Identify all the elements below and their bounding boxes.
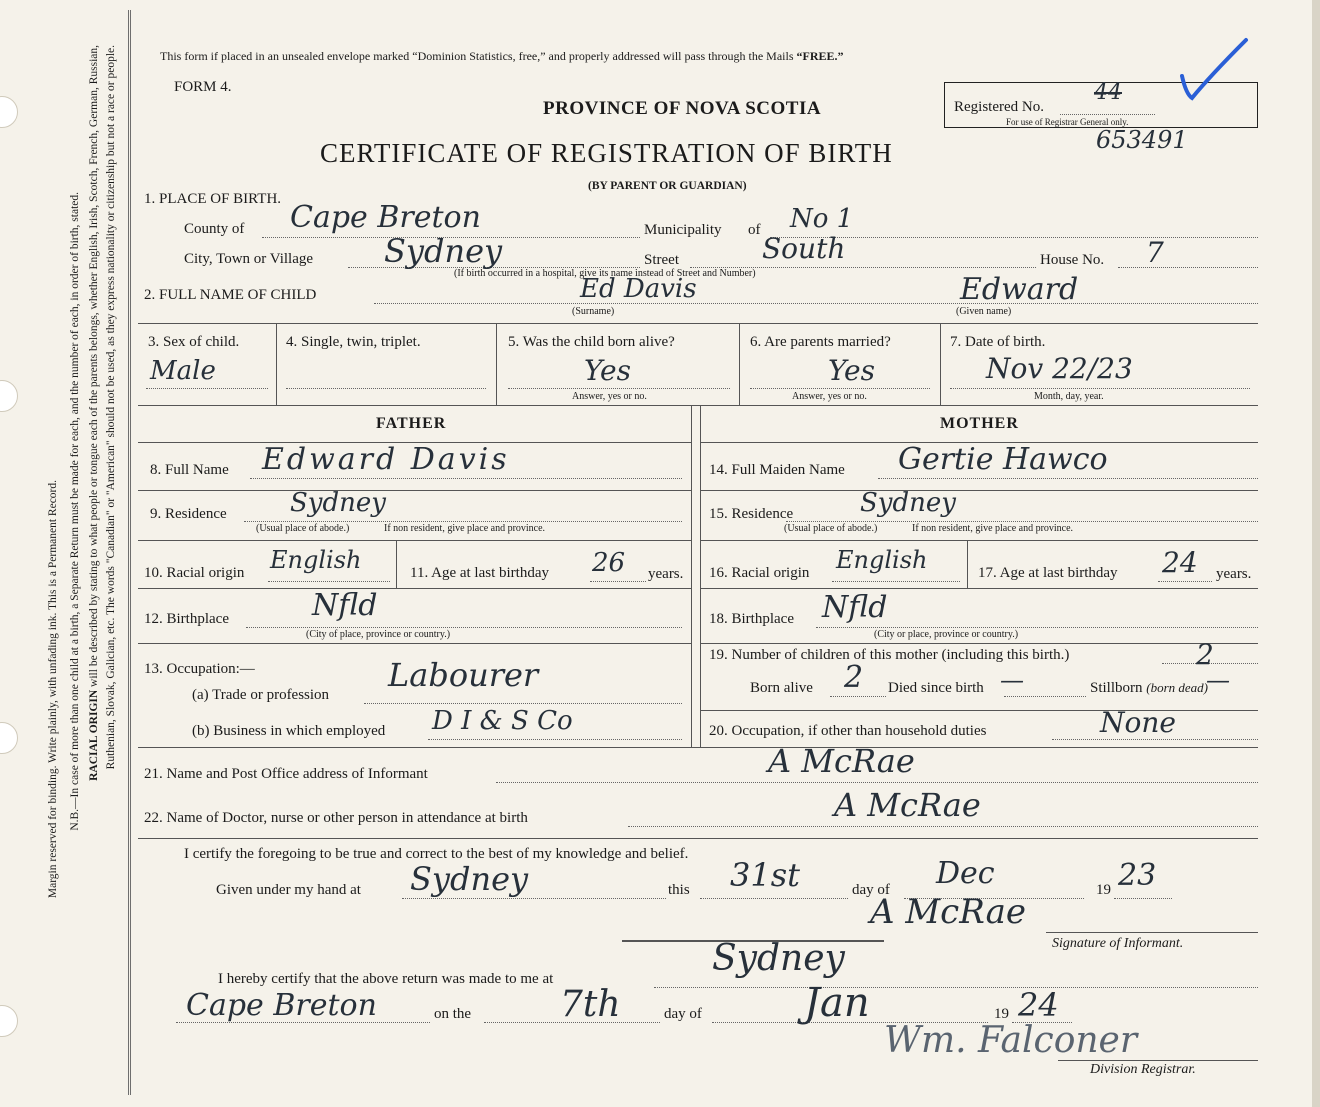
mother-name-line [878, 478, 1258, 479]
father-name-line [250, 478, 682, 479]
father-age-value: 26 [592, 548, 626, 578]
mother-name-value: Gertie Hawco [898, 442, 1108, 477]
registrar-year-value: 24 [1018, 986, 1059, 1024]
street-value: South [762, 232, 846, 265]
registrar-signature: Wm. Falconer [884, 1020, 1138, 1061]
form-number: FORM 4. [174, 79, 232, 95]
father-birthplace-label: 12. Birthplace [144, 611, 229, 627]
registrar-county-value: Cape Breton [186, 988, 377, 1023]
dob-caption: Month, day, year. [1034, 391, 1104, 402]
registrar-day-value: 7th [560, 984, 621, 1025]
day-of-label: day of [852, 882, 890, 898]
city-value: Sydney [384, 232, 503, 270]
rule [700, 588, 1258, 589]
father-racial-origin-label: 10. Racial origin [144, 565, 245, 581]
reg-day-of-label: day of [664, 1006, 702, 1022]
certificate-subtitle: (BY PARENT OR GUARDIAN) [588, 180, 747, 192]
parents-married-value: Yes [828, 354, 875, 387]
mother-occupation-label: 20. Occupation, if other than household duties [709, 723, 987, 739]
house-number-label: House No. [1040, 252, 1105, 268]
doctor-value: A McRae [834, 786, 981, 824]
house-number-line [1118, 267, 1258, 268]
given-under-label: Given under my hand at [216, 882, 361, 898]
parents-married-question: 6. Are parents married? [750, 334, 891, 350]
father-residence-note-b: If non resident, give place and province. [384, 523, 546, 534]
children-count-label: 19. Number of children of this mother (including this birth.) [709, 647, 1070, 663]
died-since-birth-value: — [1000, 666, 1024, 694]
given-place-value: Sydney [410, 860, 529, 898]
mother-residence-value: Sydney [860, 488, 956, 518]
day-line [700, 898, 848, 899]
year-line [1114, 898, 1172, 899]
father-age-line [590, 581, 646, 582]
father-racial-origin-value: English [270, 546, 362, 574]
registrar-place-line [654, 987, 1258, 988]
dob-line [950, 388, 1250, 389]
municipality-label: Municipality [644, 222, 722, 238]
registered-label: Registered No. [954, 99, 1044, 115]
married-caption: Answer, yes or no. [792, 391, 867, 402]
margin-note-1: Margin reserved for binding. Write plainly, with unfading ink. This is a Permanent Record. [47, 480, 59, 899]
reg-year-prefix: 19 [994, 1006, 1009, 1022]
registrar-statement: I hereby certify that the above return was made to me at [218, 971, 554, 987]
registration-number-handwritten: 653491 [1096, 126, 1188, 154]
mother-residence-note-b: If non resident, give place and province. [912, 523, 1074, 534]
informant-signature: A McRae [870, 892, 1026, 932]
rule [700, 490, 1258, 491]
died-line [1004, 696, 1086, 697]
rule [700, 643, 1258, 644]
signature-line [1046, 932, 1258, 933]
died-since-birth-label: Died since birth [888, 680, 984, 696]
parents-divider [691, 405, 692, 747]
registered-value: 44 [1094, 80, 1122, 105]
page-edge [1312, 0, 1320, 1107]
given-place-line [402, 898, 666, 899]
mother-years-label: years. [1216, 566, 1252, 582]
rule [496, 323, 497, 405]
stillborn-value: — [1206, 666, 1230, 694]
father-years-label: years. [648, 566, 684, 582]
stillborn-label: Stillborn (born dead) [1090, 680, 1209, 696]
mother-name-label: 14. Full Maiden Name [709, 462, 845, 478]
alive-caption: Answer, yes or no. [572, 391, 647, 402]
born-alive-line [830, 696, 886, 697]
surname-caption: (Surname) [572, 306, 615, 317]
county-label: County of [184, 221, 245, 237]
birth-plurality-label: 4. Single, twin, triplet. [286, 334, 421, 350]
binding-margin-line [128, 10, 131, 1095]
doctor-line [628, 826, 1258, 827]
sex-line [146, 388, 268, 389]
father-heading: FATHER [376, 415, 447, 432]
certificate-title: CERTIFICATE OF REGISTRATION OF BIRTH [320, 138, 893, 168]
mother-racial-line [832, 581, 960, 582]
mother-racial-origin-label: 16. Racial origin [709, 565, 810, 581]
father-residence-label: 9. Residence [150, 506, 227, 522]
doctor-label: 22. Name of Doctor, nurse or other person in attendance at birth [144, 810, 528, 826]
mother-birthplace-value: Nfld [822, 590, 888, 625]
trade-value: Labourer [388, 656, 539, 694]
born-alive-label: Born alive [750, 680, 813, 696]
rule [940, 323, 941, 405]
rule [138, 643, 691, 644]
child-name-line [374, 303, 1258, 304]
municipality-value: No 1 [790, 204, 854, 234]
rule [700, 540, 1258, 541]
year-prefix: 19 [1096, 882, 1111, 898]
father-residence-note-a: (Usual place of abode.) [256, 523, 350, 534]
business-label: (b) Business in which employed [192, 723, 386, 739]
father-age-label: 11. Age at last birthday [410, 565, 549, 581]
on-the-label: on the [434, 1006, 472, 1022]
mother-residence-line [786, 521, 1258, 522]
rule [396, 540, 397, 588]
registrar-place-value: Sydney [712, 938, 845, 979]
registrar-month-value: Jan [804, 980, 870, 1026]
father-name-label: 8. Full Name [150, 462, 229, 478]
rule [138, 747, 1258, 748]
margin-note-3: RACIAL ORIGIN will be described by stating to what people or tongue each of the parents belongs, whether English, Irish, Scotch, French, German, Russian, [88, 45, 100, 781]
father-birthplace-value: Nfld [312, 588, 378, 623]
date-of-birth-value: Nov 22/23 [986, 352, 1133, 385]
rule [138, 490, 691, 491]
mother-birthplace-note: (City or place, province or country.) [874, 629, 1019, 640]
margin-note-2: N.B.—In case of more than one child at a birth, a Separate Return must be made for each, and the number of each, in order of birth, stated. [69, 192, 81, 831]
father-name-value: Edward Davis [262, 442, 510, 477]
alive-line [508, 388, 730, 389]
rule [138, 540, 691, 541]
father-birthplace-note: (City of place, province or country.) [306, 629, 451, 640]
father-racial-line [268, 581, 390, 582]
parents-divider [700, 405, 701, 747]
rule [739, 323, 740, 405]
blue-checkmark-icon [1176, 36, 1252, 106]
child-name-label: 2. FULL NAME OF CHILD [144, 287, 317, 303]
informant-value: A McRae [768, 742, 915, 780]
registered-line [1060, 114, 1155, 115]
date-of-birth-label: 7. Date of birth. [950, 334, 1046, 350]
mother-birthplace-label: 18. Birthplace [709, 611, 794, 627]
mother-residence-note-a: (Usual place of abode.) [784, 523, 878, 534]
married-line [750, 388, 930, 389]
child-given-name-value: Edward [960, 272, 1079, 307]
business-value: D I & S Co [432, 706, 573, 736]
mother-residence-label: 15. Residence [709, 506, 794, 522]
county-value: Cape Breton [290, 200, 481, 235]
street-label: Street [644, 252, 679, 268]
sex-label: 3. Sex of child. [148, 334, 240, 350]
mother-age-value: 24 [1162, 546, 1198, 579]
father-residence-line [244, 521, 682, 522]
mail-notice: This form if placed in an unsealed envelope marked “Dominion Statistics, free,” and properly addressed will pass through the Mails “FREE.” [160, 49, 844, 63]
mother-age-label: 17. Age at last birthday [978, 565, 1118, 581]
certify-year-value: 23 [1118, 858, 1157, 893]
father-birthplace-line [246, 627, 682, 628]
informant-label: 21. Name and Post Office address of Informant [144, 766, 428, 782]
mother-heading: MOTHER [940, 415, 1019, 432]
place-of-birth-heading: 1. PLACE OF BIRTH. [144, 191, 282, 207]
rule [138, 323, 1258, 324]
born-alive-value: Yes [584, 354, 631, 387]
province-heading: PROVINCE OF NOVA SCOTIA [543, 98, 822, 119]
margin-note-4: Ruthenian, Slovak, Galician, etc. The words "Canadian" or "American" should not be used, as they express nationality or citizenship but not a race or people. [105, 45, 117, 770]
rule [138, 838, 1258, 839]
born-alive-question: 5. Was the child born alive? [508, 334, 675, 350]
plurality-line [286, 388, 486, 389]
municipality-of-label: of [748, 222, 761, 238]
informant-line [496, 782, 1258, 783]
rule [138, 405, 1258, 406]
certify-statement: I certify the foregoing to be true and correct to the best of my knowledge and belief. [184, 846, 689, 862]
mother-occupation-line [1052, 739, 1258, 740]
mother-age-line [1158, 581, 1212, 582]
trade-label: (a) Trade or profession [192, 687, 330, 703]
certify-month-value: Dec [936, 856, 995, 891]
child-surname-value: Ed Davis [580, 274, 697, 304]
registered-note: For use of Registrar General only. [1006, 117, 1129, 127]
rule [276, 323, 277, 405]
city-label: City, Town or Village [184, 251, 314, 267]
certify-day-value: 31st [730, 856, 800, 894]
registrar-signature-line [1058, 1060, 1258, 1061]
father-occupation-label: 13. Occupation:— [144, 661, 255, 677]
mother-racial-origin-value: English [836, 546, 928, 574]
trade-line [364, 703, 682, 704]
sex-value: Male [150, 356, 216, 386]
house-number-value: 7 [1146, 236, 1164, 269]
born-alive-count-value: 2 [844, 660, 864, 695]
registrar-caption: Division Registrar. [1090, 1062, 1196, 1077]
business-line [428, 739, 682, 740]
this-label: this [668, 882, 690, 898]
rule [138, 588, 691, 589]
father-residence-value: Sydney [290, 488, 386, 518]
registrar-county-line [176, 1022, 430, 1023]
street-note: (If birth occurred in a hospital, give its name instead of Street and Number) [454, 268, 756, 279]
children-count-value: 2 [1196, 638, 1214, 671]
signature-caption: Signature of Informant. [1052, 936, 1184, 951]
given-name-caption: (Given name) [956, 306, 1012, 317]
mother-occupation-value: None [1100, 706, 1176, 739]
rule [967, 540, 968, 588]
mother-birthplace-line [816, 627, 1258, 628]
